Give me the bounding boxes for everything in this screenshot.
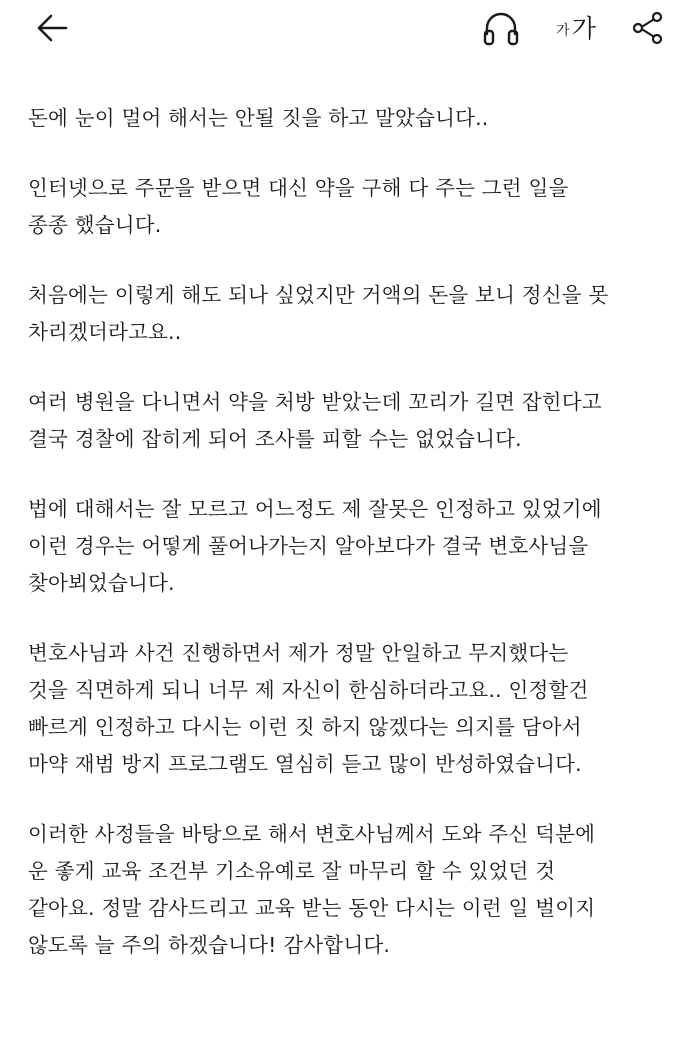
font-size-label-large: 가 [571, 13, 596, 43]
top-toolbar [0, 0, 700, 70]
headphones-icon [481, 10, 521, 46]
paragraph-6 [28, 635, 678, 783]
paragraph-7 [28, 816, 678, 964]
share-button[interactable] [628, 0, 668, 56]
text-line: 여러 병원을 다니면서 약을 처방 받았는데 꼬리가 길면 잡힌다고 [28, 390, 602, 414]
text-line: 종종 했습니다. [28, 213, 162, 237]
text-line: 결국 경찰에 잡히게 되어 조사를 피할 수는 없었습니다. [28, 427, 522, 451]
text-line: 변호사님과 사건 진행하면서 제가 정말 안일하고 무지했다는 [28, 641, 569, 665]
article-body [28, 100, 678, 997]
font-size-button[interactable] [548, 0, 604, 56]
paragraph-4 [28, 384, 678, 458]
paragraph-5 [28, 491, 678, 602]
text-line: 찾아뵈었습니다. [28, 571, 175, 595]
text-line: 마약 재범 방지 프로그램도 열심히 듣고 많이 반성하였습니다. [28, 752, 582, 776]
arrow-left-icon [35, 13, 69, 43]
text-line: 이러한 사정들을 바탕으로 해서 변호사님께서 도와 주신 덕분에 [28, 822, 596, 846]
font-size-label-small: 가 [556, 23, 570, 39]
text-line: 것을 직면하게 되니 너무 제 자신이 한심하더라고요.. 인정할건 [28, 678, 589, 702]
text-line: 법에 대해서는 잘 모르고 어느정도 제 잘못은 인정하고 있었기에 [28, 497, 602, 521]
paragraph-2 [28, 170, 678, 244]
text-line: 돈에 눈이 멀어 해서는 안될 짓을 하고 말았습니다.. [28, 106, 489, 130]
text-line: 처음에는 이렇게 해도 되나 싶었지만 거액의 돈을 보니 정신을 못 [28, 283, 609, 307]
share-icon [631, 11, 665, 45]
back-button[interactable] [30, 0, 74, 56]
listen-button[interactable] [478, 0, 524, 56]
paragraph-3 [28, 277, 678, 351]
text-line: 같아요. 정말 감사드리고 교육 받는 동안 다시는 이런 일 벌이지 [28, 896, 596, 920]
text-line: 차리겠더라고요.. [28, 320, 182, 344]
text-line: 않도록 늘 주의 하겠습니다! 감사합니다. [28, 933, 391, 957]
text-line: 운 좋게 교육 조건부 기소유예로 잘 마무리 할 수 있었던 것 [28, 859, 556, 883]
text-line: 빠르게 인정하고 다시는 이런 짓 하지 않겠다는 의지를 담아서 [28, 715, 582, 739]
paragraph-1 [28, 100, 678, 137]
text-line: 이런 경우는 어떻게 풀어나가는지 알아보다가 결국 변호사님을 [28, 534, 589, 558]
text-line: 인터넷으로 주문을 받으면 대신 약을 구해 다 주는 그런 일을 [28, 176, 569, 200]
